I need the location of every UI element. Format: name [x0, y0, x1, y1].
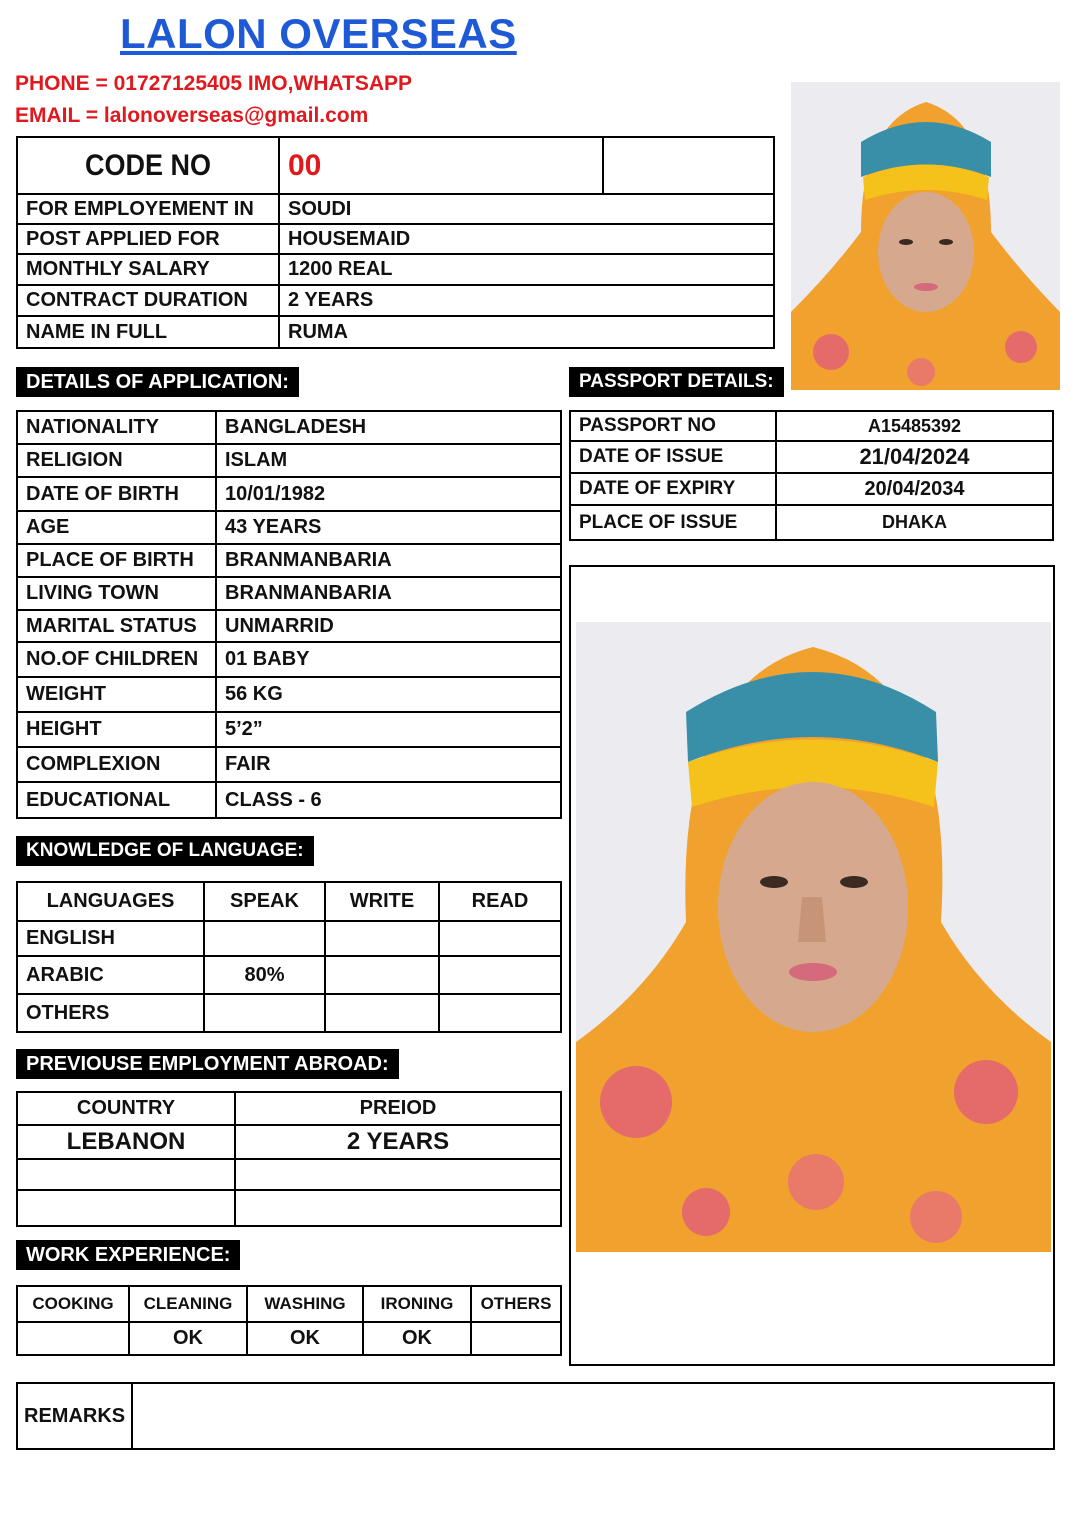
remarks-table	[16, 1382, 1055, 1450]
language-read	[439, 994, 561, 1032]
application-label: DATE OF BIRTH	[17, 477, 216, 511]
previous-country: LEBANON	[17, 1125, 235, 1159]
info-label: FOR EMPLOYEMENT IN	[17, 194, 279, 224]
previous-header: COUNTRY	[17, 1092, 235, 1125]
previous-period	[235, 1159, 561, 1190]
info-row	[17, 316, 774, 348]
info-label: POST APPLIED FOR	[17, 224, 279, 254]
info-label: MONTHLY SALARY	[17, 254, 279, 285]
application-label: NO.OF CHILDREN	[17, 642, 216, 677]
previous-row	[17, 1125, 561, 1159]
work-value: OK	[363, 1322, 471, 1355]
previous-period: 2 YEARS	[235, 1125, 561, 1159]
language-write	[325, 956, 439, 994]
application-row	[17, 411, 561, 444]
section-passport-label: PASSPORT DETAILS:	[569, 367, 784, 397]
language-speak: 80%	[204, 956, 325, 994]
info-value: 1200 REAL	[279, 254, 774, 285]
passport-value: 20/04/2034	[776, 473, 1053, 505]
work-experience-table	[16, 1285, 562, 1356]
section-previous-label: PREVIOUSE EMPLOYMENT ABROAD:	[16, 1049, 399, 1079]
info-row	[17, 224, 774, 254]
application-value: 43 YEARS	[216, 511, 561, 544]
work-value: OK	[129, 1322, 247, 1355]
application-label: PLACE OF BIRTH	[17, 544, 216, 577]
passport-row	[570, 505, 1053, 540]
work-value	[471, 1322, 561, 1355]
applicant-photo-small	[791, 82, 1060, 390]
language-speak	[204, 994, 325, 1032]
previous-country	[17, 1190, 235, 1226]
application-row	[17, 511, 561, 544]
email-line: EMAIL = lalonoverseas@gmail.com	[15, 104, 369, 127]
passport-label: PASSPORT NO	[570, 411, 776, 441]
info-row	[17, 254, 774, 285]
application-value: FAIR	[216, 747, 561, 782]
application-row	[17, 712, 561, 747]
language-read	[439, 956, 561, 994]
previous-period	[235, 1190, 561, 1226]
language-name: ARABIC	[17, 956, 204, 994]
applicant-photo-large	[576, 622, 1051, 1252]
info-row	[17, 194, 774, 224]
application-value: UNMARRID	[216, 610, 561, 642]
passport-value: 21/04/2024	[776, 441, 1053, 473]
passport-value: A15485392	[776, 411, 1053, 441]
language-header: WRITE	[325, 882, 439, 921]
previous-employment-table	[16, 1091, 562, 1227]
language-write	[325, 994, 439, 1032]
application-value: CLASS - 6	[216, 782, 561, 818]
application-label: EDUCATIONAL	[17, 782, 216, 818]
work-header: CLEANING	[129, 1286, 247, 1322]
application-value: BRANMANBARIA	[216, 544, 561, 577]
previous-header-row	[17, 1092, 561, 1125]
section-language-label: KNOWLEDGE OF LANGUAGE:	[16, 836, 314, 866]
phone-line: PHONE = 01727125405 IMO,WHATSAPP	[15, 72, 413, 95]
passport-row	[570, 473, 1053, 505]
application-table	[16, 410, 562, 819]
info-value: RUMA	[279, 316, 774, 348]
application-label: NATIONALITY	[17, 411, 216, 444]
application-label: AGE	[17, 511, 216, 544]
application-value: 5’2”	[216, 712, 561, 747]
work-value	[17, 1322, 129, 1355]
passport-row	[570, 411, 1053, 441]
application-value: BRANMANBARIA	[216, 577, 561, 610]
application-row	[17, 782, 561, 818]
passport-value: DHAKA	[776, 505, 1053, 540]
info-value: 2 YEARS	[279, 285, 774, 316]
work-header: COOKING	[17, 1286, 129, 1322]
application-row	[17, 677, 561, 712]
language-read	[439, 921, 561, 956]
application-label: RELIGION	[17, 444, 216, 477]
code-label: CODE NO	[30, 137, 266, 194]
portrait-large-icon	[576, 622, 1051, 1252]
application-value: ISLAM	[216, 444, 561, 477]
previous-row	[17, 1190, 561, 1226]
remarks-value	[132, 1383, 1054, 1449]
application-row	[17, 610, 561, 642]
portrait-small-icon	[791, 82, 1060, 390]
work-value-row	[17, 1322, 561, 1355]
application-row	[17, 477, 561, 511]
passport-label: PLACE OF ISSUE	[570, 505, 776, 540]
application-value: 56 KG	[216, 677, 561, 712]
application-label: LIVING TOWN	[17, 577, 216, 610]
previous-header: PREIOD	[235, 1092, 561, 1125]
language-speak	[204, 921, 325, 956]
code-value: 00	[279, 137, 603, 194]
language-name: ENGLISH	[17, 921, 204, 956]
language-header: READ	[439, 882, 561, 921]
language-write	[325, 921, 439, 956]
info-label: CONTRACT DURATION	[17, 285, 279, 316]
work-header: IRONING	[363, 1286, 471, 1322]
info-label: NAME IN FULL	[17, 316, 279, 348]
company-title: LALON OVERSEAS	[120, 10, 517, 57]
application-row	[17, 577, 561, 610]
application-label: WEIGHT	[17, 677, 216, 712]
application-row	[17, 544, 561, 577]
info-value: HOUSEMAID	[279, 224, 774, 254]
language-row	[17, 956, 561, 994]
previous-row	[17, 1159, 561, 1190]
passport-label: DATE OF EXPIRY	[570, 473, 776, 505]
work-header: OTHERS	[471, 1286, 561, 1322]
passport-label: DATE OF ISSUE	[570, 441, 776, 473]
info-value: SOUDI	[279, 194, 774, 224]
passport-table	[569, 410, 1054, 541]
application-label: COMPLEXION	[17, 747, 216, 782]
language-header: LANGUAGES	[17, 882, 204, 921]
application-row	[17, 642, 561, 677]
code-row	[17, 137, 774, 194]
application-value: BANGLADESH	[216, 411, 561, 444]
work-header: WASHING	[247, 1286, 363, 1322]
top-info-table	[16, 136, 775, 349]
previous-country	[17, 1159, 235, 1190]
remarks-row	[17, 1383, 1054, 1449]
application-row	[17, 747, 561, 782]
work-header-row	[17, 1286, 561, 1322]
section-application-label: DETAILS OF APPLICATION:	[16, 367, 299, 397]
language-header-row	[17, 882, 561, 921]
application-label: MARITAL STATUS	[17, 610, 216, 642]
application-row	[17, 444, 561, 477]
language-header: SPEAK	[204, 882, 325, 921]
info-row	[17, 285, 774, 316]
application-value: 10/01/1982	[216, 477, 561, 511]
passport-row	[570, 441, 1053, 473]
section-work-label: WORK EXPERIENCE:	[16, 1240, 240, 1270]
code-extra-cell	[603, 137, 774, 194]
language-table	[16, 881, 562, 1033]
work-value: OK	[247, 1322, 363, 1355]
language-row	[17, 921, 561, 956]
language-name: OTHERS	[17, 994, 204, 1032]
language-row	[17, 994, 561, 1032]
remarks-label: REMARKS	[17, 1383, 132, 1449]
application-value: 01 BABY	[216, 642, 561, 677]
application-label: HEIGHT	[17, 712, 216, 747]
